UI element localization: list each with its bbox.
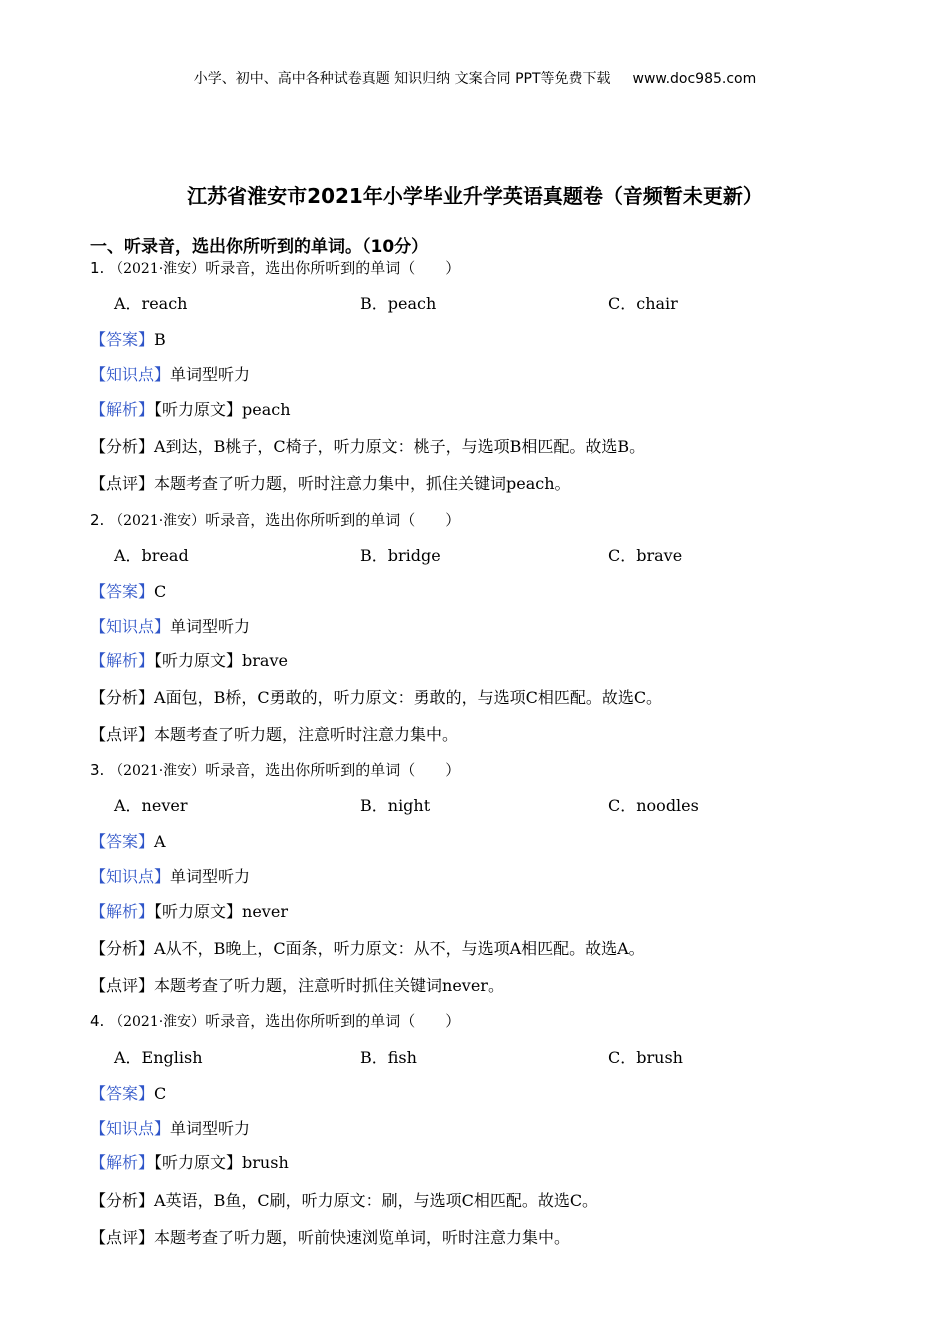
analysis-line: 【解析】【听力原文】never [90, 902, 288, 921]
option-c: C．brave [608, 546, 683, 565]
option-c: C．brush [608, 1048, 683, 1067]
comment-line: 【点评】本题考查了听力题，注意听时抓住关键词never。 [90, 976, 504, 995]
analysis-line: 【解析】【听力原文】peach [90, 400, 291, 419]
knowledge-line: 【知识点】单词型听力 [90, 365, 251, 384]
knowledge-line: 【知识点】单词型听力 [90, 1119, 251, 1138]
analysis-line: 【解析】【听力原文】brave [90, 651, 288, 670]
section-heading: 一、听录音，选出你所听到的单词。（10分） [90, 237, 429, 257]
header-text: 小学、初中、高中各种试卷真题 知识归纳 文案合同 PPT等免费下载 [193, 71, 611, 87]
header-site: www.doc985.com [632, 71, 757, 87]
question-stem: 1. （2021·淮安）听录音，选出你所听到的单词（ ） [90, 259, 461, 277]
analysis-line: 【解析】【听力原文】brush [90, 1153, 289, 1172]
answer-line: 【答案】C [90, 582, 167, 601]
question-stem: 3. （2021·淮安）听录音，选出你所听到的单词（ ） [90, 761, 461, 779]
answer-line: 【答案】B [90, 330, 166, 349]
comment-line: 【点评】本题考查了听力题，听前快速浏览单词，听时注意力集中。 [90, 1228, 571, 1247]
fenxi-line: 【分析】A从不，B晚上，C面条，听力原文：从不，与选项A相匹配。故选A。 [90, 939, 645, 958]
option-b: B．fish [360, 1048, 417, 1067]
fenxi-line: 【分析】A到达，B桃子，C椅子，听力原文：桃子，与选项B相匹配。故选B。 [90, 437, 646, 456]
comment-line: 【点评】本题考查了听力题，注意听时注意力集中。 [90, 725, 459, 744]
option-a: A．English [114, 1048, 203, 1067]
option-a: A．bread [114, 546, 189, 565]
fenxi-line: 【分析】A面包，B桥，C勇敢的，听力原文：勇敢的，与选项C相匹配。故选C。 [90, 688, 663, 707]
fenxi-line: 【分析】A英语，B鱼，C刷，听力原文：刷，与选项C相匹配。故选C。 [90, 1191, 599, 1210]
option-c: C．noodles [608, 796, 699, 815]
answer-line: 【答案】C [90, 1084, 167, 1103]
option-b: B．peach [360, 294, 437, 313]
answer-line: 【答案】A [90, 832, 166, 851]
comment-line: 【点评】本题考查了听力题，听时注意力集中，抓住关键词peach。 [90, 474, 571, 493]
question-stem: 2. （2021·淮安）听录音，选出你所听到的单词（ ） [90, 511, 461, 529]
option-a: A．reach [114, 294, 188, 313]
page-header [0, 68, 950, 88]
option-c: C．chair [608, 294, 678, 313]
option-a: A．never [114, 796, 188, 815]
knowledge-line: 【知识点】单词型听力 [90, 867, 251, 886]
option-b: B．bridge [360, 546, 441, 565]
knowledge-line: 【知识点】单词型听力 [90, 617, 251, 636]
document-title: 江苏省淮安市2021年小学毕业升学英语真题卷（音频暂未更新） [187, 184, 763, 208]
option-b: B．night [360, 796, 431, 815]
question-stem: 4. （2021·淮安）听录音，选出你所听到的单词（ ） [90, 1012, 461, 1030]
